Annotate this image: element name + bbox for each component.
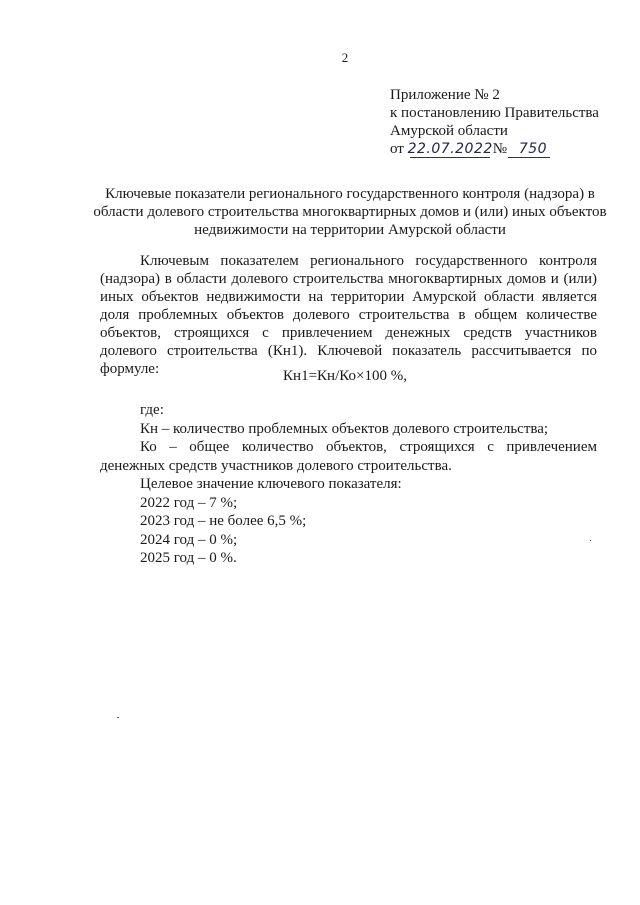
target-year-2024: 2024 год – 0 %; (140, 531, 238, 548)
scan-speck (117, 717, 119, 718)
appendix-title: Приложение № 2 (390, 87, 500, 103)
title-line-2: области долевого строительства многоквартирных домов и (или) иных объектов (93, 204, 607, 220)
title-line-3: недвижимости на территории Амурской области (194, 222, 506, 238)
appendix-region: Амурской области (390, 123, 508, 139)
appendix-block (390, 86, 599, 160)
handwritten-date: 22.07.2022 (407, 141, 493, 157)
date-underline (410, 157, 490, 158)
body-text (100, 252, 597, 378)
appendix-resolution: к постановлению Правительства (390, 105, 599, 121)
document-title (90, 185, 610, 239)
target-year-2025: 2025 год – 0 %. (140, 550, 237, 566)
number-sign: № (492, 141, 508, 157)
target-heading: Целевое значение ключевого показателя: (140, 476, 402, 492)
definitions (100, 401, 597, 568)
target-year-2023: 2023 год – не более 6,5 %; (140, 513, 307, 529)
handwritten-number: 750 (518, 141, 548, 157)
number-underline (508, 157, 550, 158)
scan-speck (590, 540, 591, 541)
title-line-1: Ключевые показатели регионального государственного контроля (надзора) в (105, 186, 595, 202)
body-paragraph: Ключевым показателем регионального государственного контроля (надзора) в области долевого строительства многоквартирных домов и (или) иных объектов недвижимости на территории Амурской области является доля проблемных объектов долевого строительства в общем количестве объектов, строящихся с привлечением денежных средств участников долевого строительства (Кн1). Ключевой показатель рассчитывается по формуле: (100, 253, 597, 377)
page-number: 2 (341, 50, 349, 65)
definition-kn: Кн – количество проблемных объектов долевого строительства; (140, 420, 549, 437)
formula: Кн1=Кн/Ко×100 %, (283, 368, 407, 384)
where-label: где: (140, 402, 164, 418)
target-year-2022: 2022 год – 7 %; (140, 494, 238, 511)
date-prefix: от (390, 141, 404, 157)
definition-ko: Ко – общее количество объектов, строящихся с привлечением денежных средств участников долевого строительства. (100, 439, 597, 474)
appendix-date-line (390, 140, 599, 160)
